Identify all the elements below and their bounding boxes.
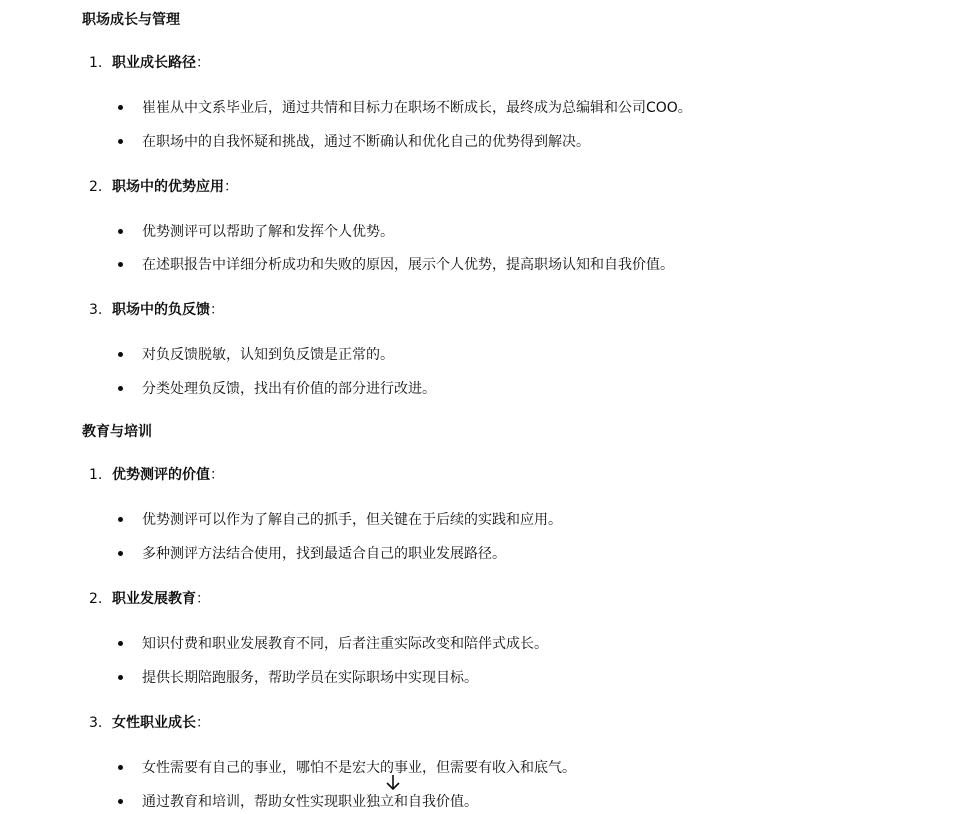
bullet-dot-icon [118,765,123,770]
list-item-heading [89,589,210,609]
bullet-item [118,255,674,275]
bullet-item [118,222,394,242]
bullet-dot-icon [118,262,123,267]
bullet-item [118,792,478,812]
bullet-dot-icon [118,386,123,391]
section-title: 教育与培训 [82,424,152,440]
list-item-heading [89,53,210,73]
bullet-item [118,132,590,152]
bullet-item [118,345,394,365]
bullet-dot-icon [118,551,123,556]
list-item-title: 优势测评的价值 [112,467,210,483]
colon: ： [196,55,210,71]
list-item-heading [89,177,238,197]
list-number: 1. [89,55,103,71]
bullet-text: 崔崔从中文系毕业后，通过共情和目标力在职场不断成长，最终成为总编辑和公司COO。 [142,100,692,116]
bullet-item [118,668,478,688]
bullet-dot-icon [118,799,123,804]
bullet-item [118,634,548,654]
list-item-title: 职业成长路径 [112,55,196,71]
bullet-text: 提供长期陪跑服务，帮助学员在实际职场中实现目标。 [142,670,478,686]
bullet-dot-icon [118,105,123,110]
colon: ： [224,179,238,195]
list-item-title: 职场中的优势应用 [112,179,224,195]
list-item-title: 职业发展教育 [112,591,196,607]
bullet-text: 通过教育和培训，帮助女性实现职业独立和自我价值。 [142,794,478,810]
bullet-dot-icon [118,675,123,680]
colon: ： [210,302,224,318]
bullet-text: 多种测评方法结合使用，找到最适合自己的职业发展路径。 [142,546,506,562]
bullet-dot-icon [118,229,123,234]
list-item-title: 女性职业成长 [112,715,196,731]
bullet-item [118,758,576,778]
bullet-text: 在述职报告中详细分析成功和失败的原因，展示个人优势，提高职场认知和自我价值。 [142,257,674,273]
list-item-title: 职场中的负反馈 [112,302,210,318]
bullet-dot-icon [118,139,123,144]
bullet-item [118,379,436,399]
bullet-item [118,510,562,530]
section-title: 职场成长与管理 [82,12,180,28]
bullet-text: 在职场中的自我怀疑和挑战，通过不断确认和优化自己的优势得到解决。 [142,134,590,150]
bullet-dot-icon [118,641,123,646]
list-item-heading [89,300,224,320]
arrow-down-icon[interactable] [384,773,402,793]
list-number: 2. [89,591,103,607]
list-number: 3. [89,715,103,731]
list-number: 2. [89,179,103,195]
bullet-item [118,98,692,118]
colon: ： [196,715,210,731]
bullet-text: 对负反馈脱敏，认知到负反馈是正常的。 [142,347,394,363]
bullet-text: 优势测评可以作为了解自己的抓手，但关键在于后续的实践和应用。 [142,512,562,528]
list-item-heading [89,713,210,733]
bullet-text: 女性需要有自己的事业，哪怕不是宏大的事业，但需要有收入和底气。 [142,760,576,776]
list-number: 1. [89,467,103,483]
bullet-text: 分类处理负反馈，找出有价值的部分进行改进。 [142,381,436,397]
colon: ： [196,591,210,607]
bullet-text: 知识付费和职业发展教育不同，后者注重实际改变和陪伴式成长。 [142,636,548,652]
list-number: 3. [89,302,103,318]
bullet-dot-icon [118,352,123,357]
bullet-item [118,544,506,564]
bullet-text: 优势测评可以帮助了解和发挥个人优势。 [142,224,394,240]
bullet-dot-icon [118,517,123,522]
list-item-heading [89,465,224,485]
colon: ： [210,467,224,483]
